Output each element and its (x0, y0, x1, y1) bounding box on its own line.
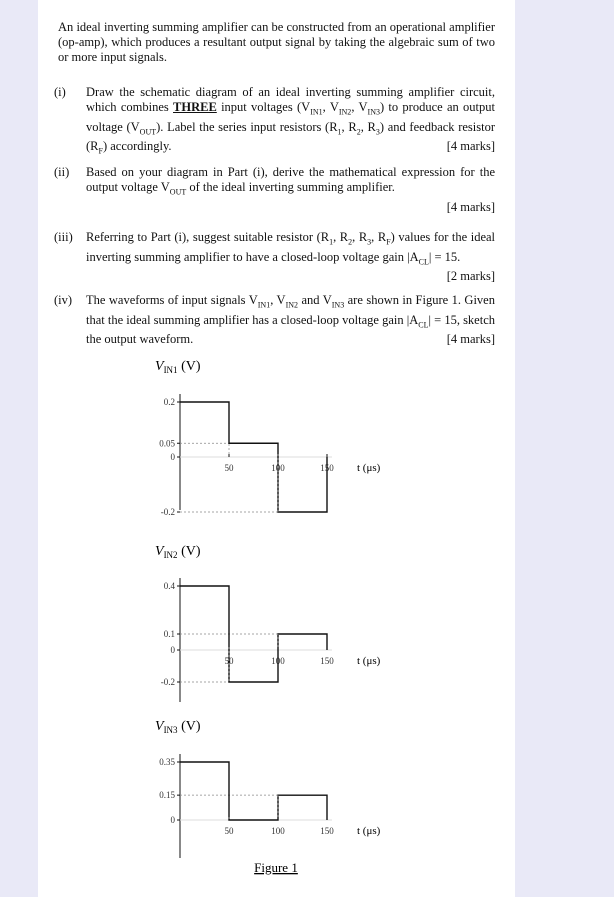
y-tick-label: 0.2 (163, 397, 175, 407)
x-axis-label: t (μs) (357, 462, 381, 474)
question-text: The waveforms of input signals $V_{IN1}$, $V_{IN2}$ and $V_{IN3}$ are shown in Figure 1. Given that the ideal summing amplifier has a closed-loop voltage gain $|A_{CL}| = 15$, sketch the output waveform. [4 marks] (86, 293, 496, 346)
y-tick-label: 0 (170, 645, 175, 655)
question-text: Referring to Part (i), suggest suitable resistor ($R_1$, $R_2$, $R_3$, $R_F$) values for the ideal inverting summing amplifier to have a closed-loop voltage gain $|A_{CL}| = 15$. [2 marks] (86, 230, 496, 283)
x-tick-label: 50 (224, 463, 234, 473)
y-tick-label: 0.05 (159, 438, 175, 449)
x-tick-label: 50 (224, 826, 234, 836)
question-text: Draw the schematic diagram of an ideal inverting summing amplifier circuit, which combines THREE input voltages ($V_{IN1}$, $V_{IN2}$, $V_{IN3}$) to produce an output voltage $(V_{OUT})$. Label the series input resistors ($R_1$, $R_2$, $R_3$) and feedback resistor $(R_F)$ accordingly. [4 marks] (86, 85, 496, 156)
intro-paragraph: An ideal inverting summing amplifier can be constructed from an operational amplifier (op-amp), which produces a resultant output signal by taking the algebraic sum of two or more input signals. (58, 20, 495, 64)
emphasis-three: THREE (173, 100, 217, 114)
x-tick-label: 150 (320, 656, 334, 666)
x-axis-label: t (μs) (357, 825, 381, 837)
marks-label: [4 marks] (446, 139, 495, 153)
x-tick-label: 150 (320, 826, 334, 836)
question-number: (iii) (54, 230, 73, 244)
x-tick-label: 150 (320, 463, 334, 473)
y-tick-label: 0.1 (163, 629, 175, 639)
marks-label: [2 marks] (446, 269, 495, 283)
x-tick-label: 100 (271, 463, 285, 473)
waveform-line (180, 762, 327, 820)
y-tick-label: 0.15 (159, 790, 175, 801)
question-number: (iv) (54, 293, 73, 307)
y-tick-label: 0 (170, 452, 175, 462)
y-axis-label: $V_{IN1}$ (V) (155, 359, 201, 375)
question-number: (i) (54, 85, 66, 99)
y-tick-label: 0 (170, 815, 175, 825)
y-tick-label: -0.2 (160, 507, 175, 517)
figure-1-waveforms (38, 350, 515, 885)
document-page (38, 0, 515, 897)
y-axis-label: $V_{IN2}$ (V) (155, 544, 201, 560)
y-tick-label: 0.4 (163, 581, 175, 591)
figure-caption: Figure 1 (254, 860, 298, 875)
question-text: Based on your diagram in Part (i), derive the mathematical expression for the output voltage $V_{OUT}$ of the ideal inverting summing amplifier. [4 marks] (86, 165, 495, 214)
marks-label: [4 marks] (446, 199, 495, 214)
y-tick-label: -0.2 (160, 677, 175, 687)
x-tick-label: 100 (271, 656, 285, 666)
x-tick-label: 100 (271, 826, 285, 836)
y-tick-label: 0.35 (159, 757, 175, 767)
y-axis-label: $V_{IN3}$ (V) (155, 719, 201, 735)
question-number: (ii) (54, 165, 70, 179)
x-axis-label: t (μs) (357, 655, 381, 667)
marks-label: [4 marks] (446, 332, 495, 346)
x-tick-label: 50 (224, 656, 234, 666)
